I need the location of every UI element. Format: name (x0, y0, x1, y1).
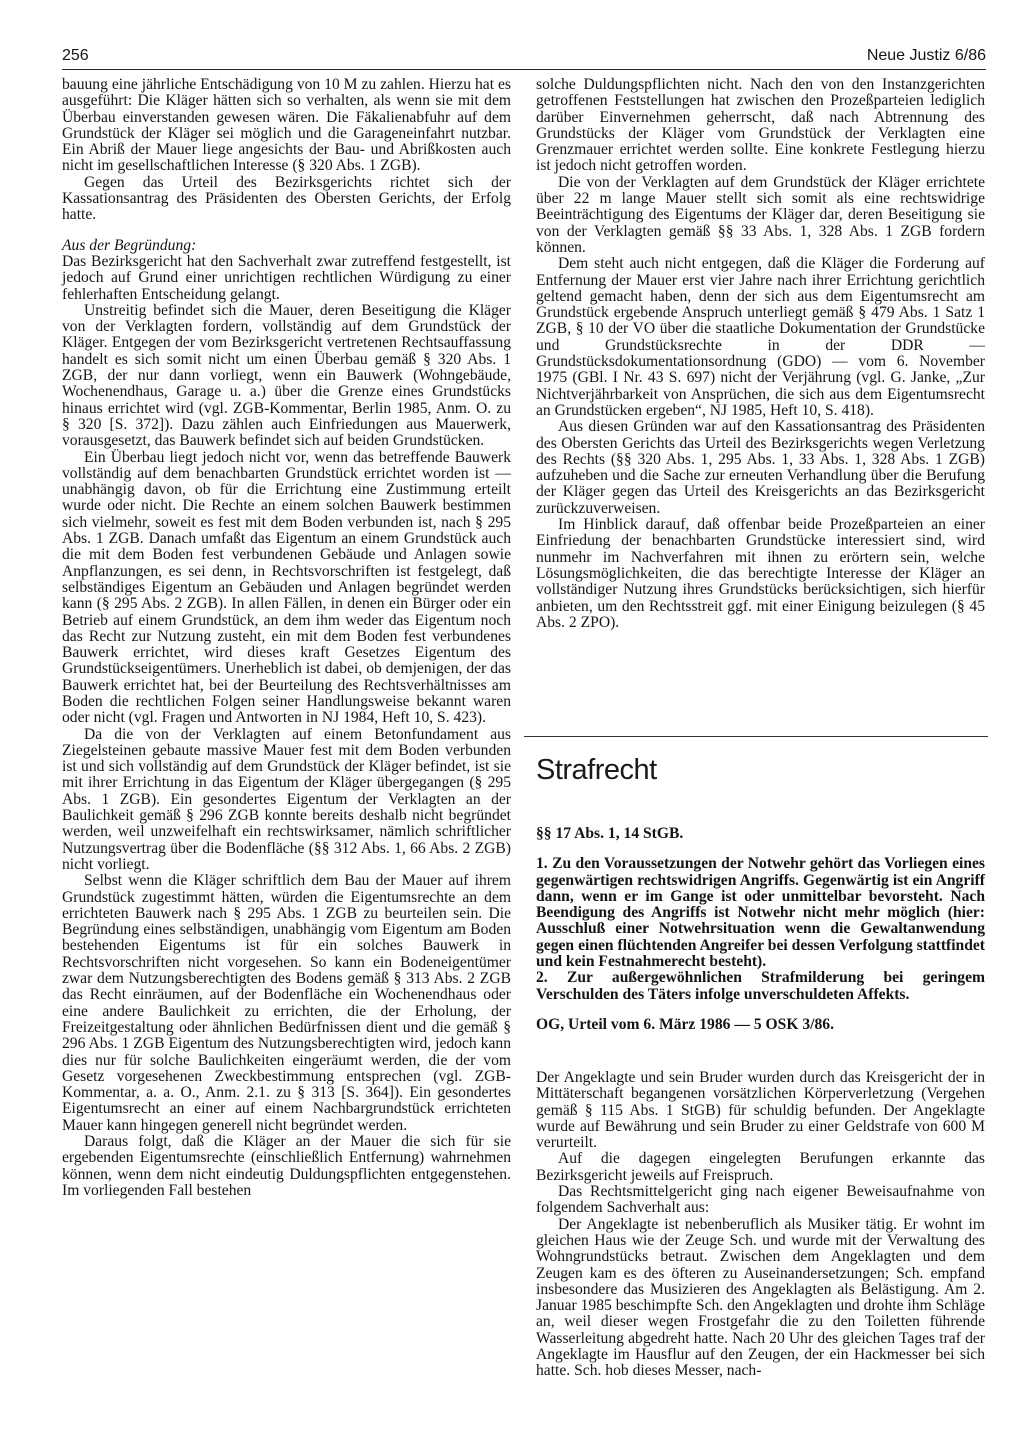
paragraph: Das Rechtsmittelgericht ging nach eigener Beweisaufnahme von folgendem Sachverhalt aus: (536, 1183, 985, 1217)
paragraph: solche Duldungspflichten nicht. Nach den von den Instanzgerichten getroffenen Feststellungen hat zwischen den Prozeßparteien lediglich darüber Einvernehmen geherrscht, daß nach Abtrennung des Grundstücks der Kläger vom Grundstück der Verklagten eine Grenzmauer errichtet werden sollte. Eine konkrete Festlegung hierzu ist jedoch nicht getroffen worden. (536, 76, 985, 175)
paragraph: Selbst wenn die Kläger schriftlich dem Bau der Mauer auf ihrem Grundstück zugestimmt hätten, würden die Eigentumsrechte an dem errichteten Bauwerk nach § 295 Abs. 1 ZGB zu beurteilen sein. Die Begründung eines selbständigen, unabhängig vom Eigentum am Boden bestehenden Eigentums ist für ein solches Bauwerk in Rechtsvorschriften nicht vorgesehen. So kann ein Bodeneigentümer zwar dem Nutzungsberechtigten des Bodens gemäß § 313 Abs. 2 ZGB das Recht einräumen, auf der Bodenfläche ein Wochenendhaus oder eine andere Baulichkeit zu errichten, die der Erholung, der Freizeitgestaltung oder ähnlichen Bedürfnissen dient und die gemäß § 296 Abs. 1 ZGB Eigentum des Nutzungsberechtigten wird, jedoch kann dies nur für solche Baulichkeiten eingeräumt werden, die der vom Gesetz vorgesehenen Zweckbestimmung entsprechen (vgl. ZGB-Kommentar, a. a. O., Anm. 2.1. zu § 313 [S. 364]). Ein gesondertes Eigentumsrecht an einer auf einem Nachbargrundstück errichteten Mauer kann hingegen generell nicht begründet werden. (62, 872, 511, 1134)
paragraph: Unstreitig befindet sich die Mauer, deren Beseitigung die Kläger von der Verklagten fordern, vollständig auf dem Grundstück der Kläger. Entgegen der vom Bezirksgericht vertretenen Rechtsauffassung handelt es sich somit nicht um einen Überbau gemäß § 320 Abs. 1 ZGB, der nur dann vorliegt, wenn ein Bauwerk (Wohngebäude, Wochenendhaus, Garage u. a.) über die Grenze eines Grundstücks hinaus errichtet wird (vgl. ZGB-Kommentar, Berlin 1985, Anm. O. zu § 320 [S. 372]). Dazu zählen auch Einfriedungen aus Mauerwerk, vorausgesetzt, das Bauwerk befindet sich auf beiden Grundstücken. (62, 301, 511, 450)
headnote-2: 2. Zur außergewöhnlichen Strafmilderung bei geringem Verschulden des Täters infolge unverschuldeten Affekts. (536, 969, 985, 1003)
left-column (62, 77, 511, 1199)
paragraph: Im Hinblick darauf, daß offenbar beide Prozeßparteien an einer Einfriedung der benachbarten Grundstücke interessiert sind, wird nunmehr im Nachverfahren mit ihnen zu erörtern sein, welche Lösungsmöglichkeiten, die das berechtigte Interesse der Kläger an vollständiger Nutzung ihres Grundstücks berücksichtigen, sich hierfür anbieten, um den Rechtsstreit ggf. mit einer Einigung beizulegen (§ 45 Abs. 2 ZPO). (536, 516, 985, 631)
paragraph: Der Angeklagte ist nebenberuflich als Musiker tätig. Er wohnt im gleichen Haus wie der Zeuge Sch. und wurde mit der Verwaltung des Wohngrundstücks betraut. Zwischen dem Angeklagten und dem Zeugen kam es des öfteren zu Auseinandersetzungen; Sch. empfand insbesondere das Musizieren des Angeklagten als Belästigung. Am 2. Januar 1985 beschimpfte Sch. den Angeklagten und drohte ihm Schläge an, weil dieser wegen Frostgefahr die zu den Toiletten führende Wasserleitung abgedreht hatte. Nach 20 Uhr des gleichen Tages traf der Angeklagte im Hausflur auf den Zeugen, der ein Hackmesser bei sich hatte. Sch. hob dieses Messer, nach- (536, 1215, 985, 1380)
paragraph: Das Bezirksgericht hat den Sachverhalt zwar zutreffend festgestellt, ist jedoch auf Grund einer unrichtigen rechtlichen Würdigung zu einer fehlerhaften Entscheidung gelangt. (62, 252, 511, 303)
page-header (62, 47, 986, 70)
paragraph: Ein Überbau liegt jedoch nicht vor, wenn das betreffende Bauwerk vollständig auf dem benachbarten Grundstück errichtet worden ist — unabhängig davon, ob für die Errichtung eine Zustimmung erteilt wurde oder nicht. Die Rechte an einem solchen Bauwerk bestimmen sich vielmehr, soweit es fest mit dem Boden verbunden ist, nach § 295 Abs. 1 ZGB. Danach umfaßt das Eigentum an einem Grundstück auch die mit dem Boden fest verbundenen Gebäude und Anlagen sowie Anpflanzungen, es sei denn, in Rechtsvorschriften ist festgelegt, daß selbständiges Eigentum an Gebäuden und Anlagen begründet werden kann (§ 295 Abs. 2 ZGB). In allen Fällen, in denen ein Bürger oder ein Betrieb auf einem Grundstück, an dem ihm weder das Eigentum noch das Recht zur Nutzung zusteht, ein mit dem Boden fest verbundenes Bauwerk errichtet, wird dieses kraft Gesetzes Eigentum des Grundstückseigentümers. Unerheblich ist dabei, ob demjenigen, der das Bauwerk errichtet hat, bei der Beurteilung des Rechtsverhältnisses am Boden die rechtlichen Folgen seiner Handlungsweise bekannt waren oder nicht (vgl. Fragen und Antworten in NJ 1984, Heft 10, S. 423). (62, 448, 511, 727)
headnote-1: 1. Zu den Voraussetzungen der Notwehr gehört das Vorliegen eines gegenwärtigen rechtswidrigen Angriffs. Gegenwärtig ist ein Angriff dann, wenn er im Gange ist oder unmittelbar bevorsteht. Nach Beendigung des Angriffs ist Notwehr nicht mehr möglich (hier: Ausschluß einer Notwehrsituation wenn die Gewaltanwendung gegen einen flüchtenden Angreifer bei dessen Verfolgung stattfindet und kein Festnahmerecht besteht). (536, 855, 985, 971)
journal-issue: Neue Justiz 6/86 (866, 47, 986, 64)
section-divider (524, 736, 988, 737)
paragraph: Auf die dagegen eingelegten Berufungen erkannte das Bezirksgericht jeweils auf Freispruch. (536, 1150, 985, 1184)
case-summary (536, 826, 985, 1033)
right-column (536, 77, 985, 631)
paragraph: Daraus folgt, daß die Kläger an der Mauer die sich für sie ergebenden Eigentumsrechte (einschließlich Entfernung) wahrnehmen können, wenn dem nicht eindeutig Duldungspflichten entgegenstehen. Im vorliegenden Fall bestehen (62, 1133, 511, 1199)
paragraph: Dem steht auch nicht entgegen, daß die Kläger die Forderung auf Entfernung der Mauer erst vier Jahre nach ihrer Errichtung gerichtlich geltend gemacht haben, denn der sich aus dem Eigentumsrecht am Grundstück ergebende Anspruch unterliegt gemäß § 479 Abs. 1 Satz 1 ZGB, § 10 der VO über die staatliche Dokumentation der Grundstücke und Grundstücksrechte in der DDR — Grundstücksdokumentationsordnung (GDO) — vom 6. November 1975 (GBl. I Nr. 43 S. 697) nicht der Verjährung (vgl. G. Janke, „Zur Nichtverjährbarkeit von Ansprüchen, die sich aus dem Eigentumsrecht an Grundstücken ergeben“, NJ 1985, Heft 10, S. 418). (536, 255, 985, 419)
paragraph: Aus diesen Gründen war auf den Kassationsantrag des Präsidenten des Obersten Gerichts das Urteil des Bezirksgerichts wegen Verletzung des Rechts (§§ 320 Abs. 1, 295 Abs. 1, 33 Abs. 1, 328 Abs. 1 ZGB) aufzuheben und die Sache zur erneuten Verhandlung über die Berufung der Kläger gegen das Urteil des Kreisgerichts an das Bezirksgericht zurückzuverweisen. (536, 418, 985, 517)
case-body (536, 1070, 985, 1380)
decision-reference: OG, Urteil vom 6. März 1986 — 5 OSK 3/86. (536, 1015, 834, 1033)
paragraph: Gegen das Urteil des Bezirksgerichts richtet sich der Kassationsantrag des Präsidenten des Obersten Gerichts, der Erfolg hatte. (62, 173, 511, 224)
page-number: 256 (62, 47, 89, 64)
statute-citation: §§ 17 Abs. 1, 14 StGB. (536, 825, 684, 842)
paragraph: bauung eine jährliche Entschädigung von 10 M zu zahlen. Hierzu hat es ausgeführt: Die Kläger hätten sich so verhalten, als wenn sie mit dem Überbau einverstanden gewesen wären. Die Fäkalienabfuhr auf dem Grundstück der Kläger sei möglich und die Garageneinfahrt nutzbar. Ein Abriß der Mauer liege angesichts der Bau- und Abrißkosten auch nicht im gesellschaftlichen Interesse (§ 320 Abs. 1 ZGB). (62, 76, 511, 175)
section-title: Strafrecht (536, 754, 657, 786)
reasoning-heading: Aus der Begründung: (62, 236, 197, 254)
paragraph: Die von der Verklagten auf dem Grundstück der Kläger errichtete über 22 m lange Mauer stellt sich somit als eine rechtswidrige Beeinträchtigung des Eigentums der Kläger dar, deren Beseitigung sie von der Verklagten gemäß §§ 33 Abs. 1, 328 Abs. 1 ZGB fordern können. (536, 173, 985, 256)
paragraph: Der Angeklagte und sein Bruder wurden durch das Kreisgericht der in Mittäterschaft begangenen vorsätzlichen Körperverletzung (Vergehen gemäß § 115 Abs. 1 StGB) für schuldig befunden. Der Angeklagte wurde auf Bewährung und sein Bruder zu einer Geldstrafe von 600 M verurteilt. (536, 1069, 985, 1152)
paragraph: Da die von der Verklagten auf einem Betonfundament aus Ziegelsteinen gebaute massive Mauer fest mit dem Boden verbunden ist und sich vollständig auf dem Grundstück der Kläger befindet, ist sie mit ihrer Errichtung in das Eigentum der Kläger übergegangen (§ 295 Abs. 1 ZGB). Ein gesondertes Eigentum der Verklagten an der Baulichkeit gemäß § 296 ZGB konnte bereits deshalb nicht begründet werden, weil unzweifelhaft ein rechtswirksamer, nämlich schriftlicher Nutzungsvertrag über die Bodenfläche (§§ 312 Abs. 1, 66 Abs. 2 ZGB) nicht vorliegt. (62, 725, 511, 873)
